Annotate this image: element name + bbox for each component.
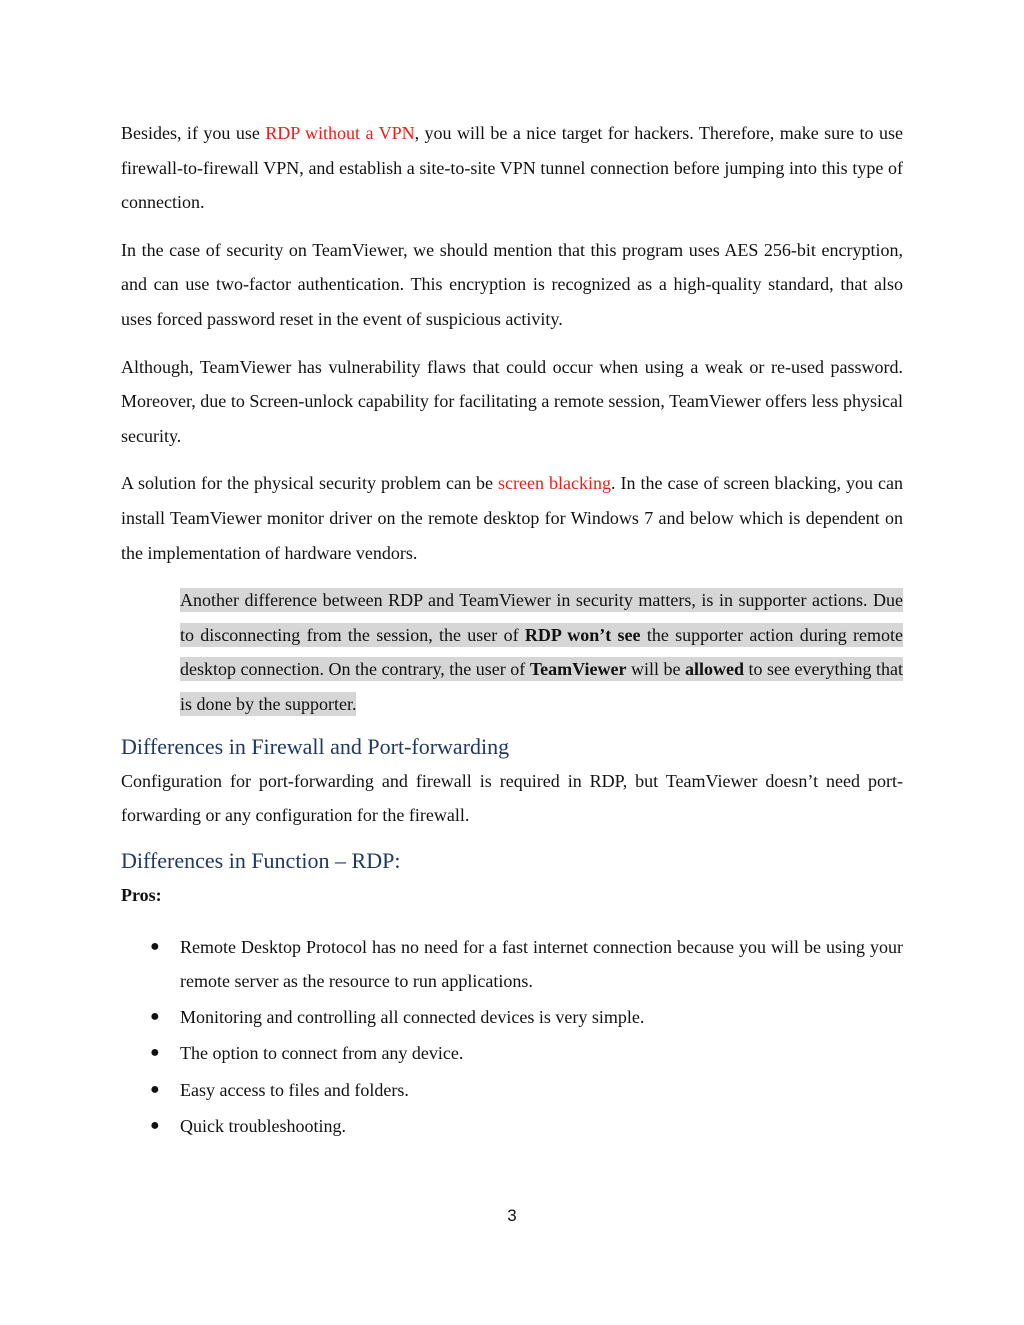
quote-bold-teamviewer: TeamViewer <box>529 659 627 680</box>
paragraph-screen-blacking <box>121 466 903 570</box>
paragraph-text: . In the case of screen blacking, you can install TeamViewer monitor driver on the remote desktop for Windows 7 and below which is dependent on the implementation of hardware vendors. <box>121 473 903 563</box>
quote-text: will be <box>626 659 685 680</box>
bullet-icon: ● <box>150 1116 160 1134</box>
list-item <box>121 1000 903 1035</box>
bullet-icon: ● <box>150 937 160 955</box>
paragraph-text: Besides, if you use <box>121 123 266 143</box>
quote-text: Another difference between RDP and TeamViewer in security matters, is in supporter actions. Due to disconnecting from the session, the user of <box>180 590 903 645</box>
page-number: 3 <box>507 1206 517 1225</box>
highlight-screen-blacking: screen blacking <box>498 473 611 494</box>
list-item-text: The option to connect from any device. <box>180 1043 464 1064</box>
bullet-icon: ● <box>150 1080 160 1098</box>
list-item-text: Monitoring and controlling all connected devices is very simple. <box>180 1007 645 1028</box>
list-item-text: Quick troubleshooting. <box>180 1115 346 1136</box>
heading-function-rdp: Differences in Function – RDP: <box>121 847 401 873</box>
quote-text: to see everything that is done by the supporter. <box>180 659 903 714</box>
supporter-actions-quote <box>180 583 903 721</box>
list-item-text: Remote Desktop Protocol has no need for a fast internet connection because you will be using your remote server as the resource to run applications. <box>180 936 903 992</box>
paragraph-text: A solution for the physical security problem can be <box>121 473 499 494</box>
document-page <box>121 116 903 1145</box>
quote-highlight <box>180 588 903 716</box>
paragraph-text: , you will be a nice target for hackers. Therefore, make sure to use firewall-to-firewall VPN, and establish a site-to-site VPN tunnel connection before jumping into this type of connection. <box>121 123 903 213</box>
list-item <box>121 930 903 999</box>
paragraph-teamviewer-flaws: Although, TeamViewer has vulnerability flaws that could occur when using a weak or re-used password. Moreover, due to Screen-unlock capability for facilitating a remote session, TeamViewer offers less physical security. <box>121 356 903 446</box>
paragraph-teamviewer-security: In the case of security on TeamViewer, we should mention that this program uses AES 256-bit encryption, and can use two-factor authentication. This encryption is recognized as a high-quality standard, that also uses forced password reset in the event of suspicious activity. <box>121 239 903 329</box>
pros-label: Pros: <box>121 884 162 905</box>
list-item <box>121 1036 903 1071</box>
list-item <box>121 1109 903 1144</box>
list-item-text: Easy access to files and folders. <box>180 1079 409 1100</box>
heading-firewall-port-forwarding: Differences in Firewall and Port-forwarding <box>121 733 510 759</box>
pros-list <box>121 930 903 1144</box>
paragraph-firewall-config: Configuration for port-forwarding and firewall is required in RDP, but TeamViewer doesn’t need port-forwarding or any configuration for the firewall. <box>121 770 903 826</box>
quote-text: the supporter action during remote desktop connection. On the contrary, the user of <box>180 624 904 680</box>
bullet-icon: ● <box>150 1044 160 1062</box>
quote-bold-allowed: allowed <box>684 659 744 680</box>
list-item <box>121 1073 903 1108</box>
quote-bold-rdp-wont-see: RDP won’t see <box>524 624 641 645</box>
paragraph-rdp-vpn <box>121 116 903 220</box>
highlight-rdp-without-vpn: RDP without a VPN <box>265 123 415 143</box>
bullet-icon: ● <box>150 1008 160 1026</box>
